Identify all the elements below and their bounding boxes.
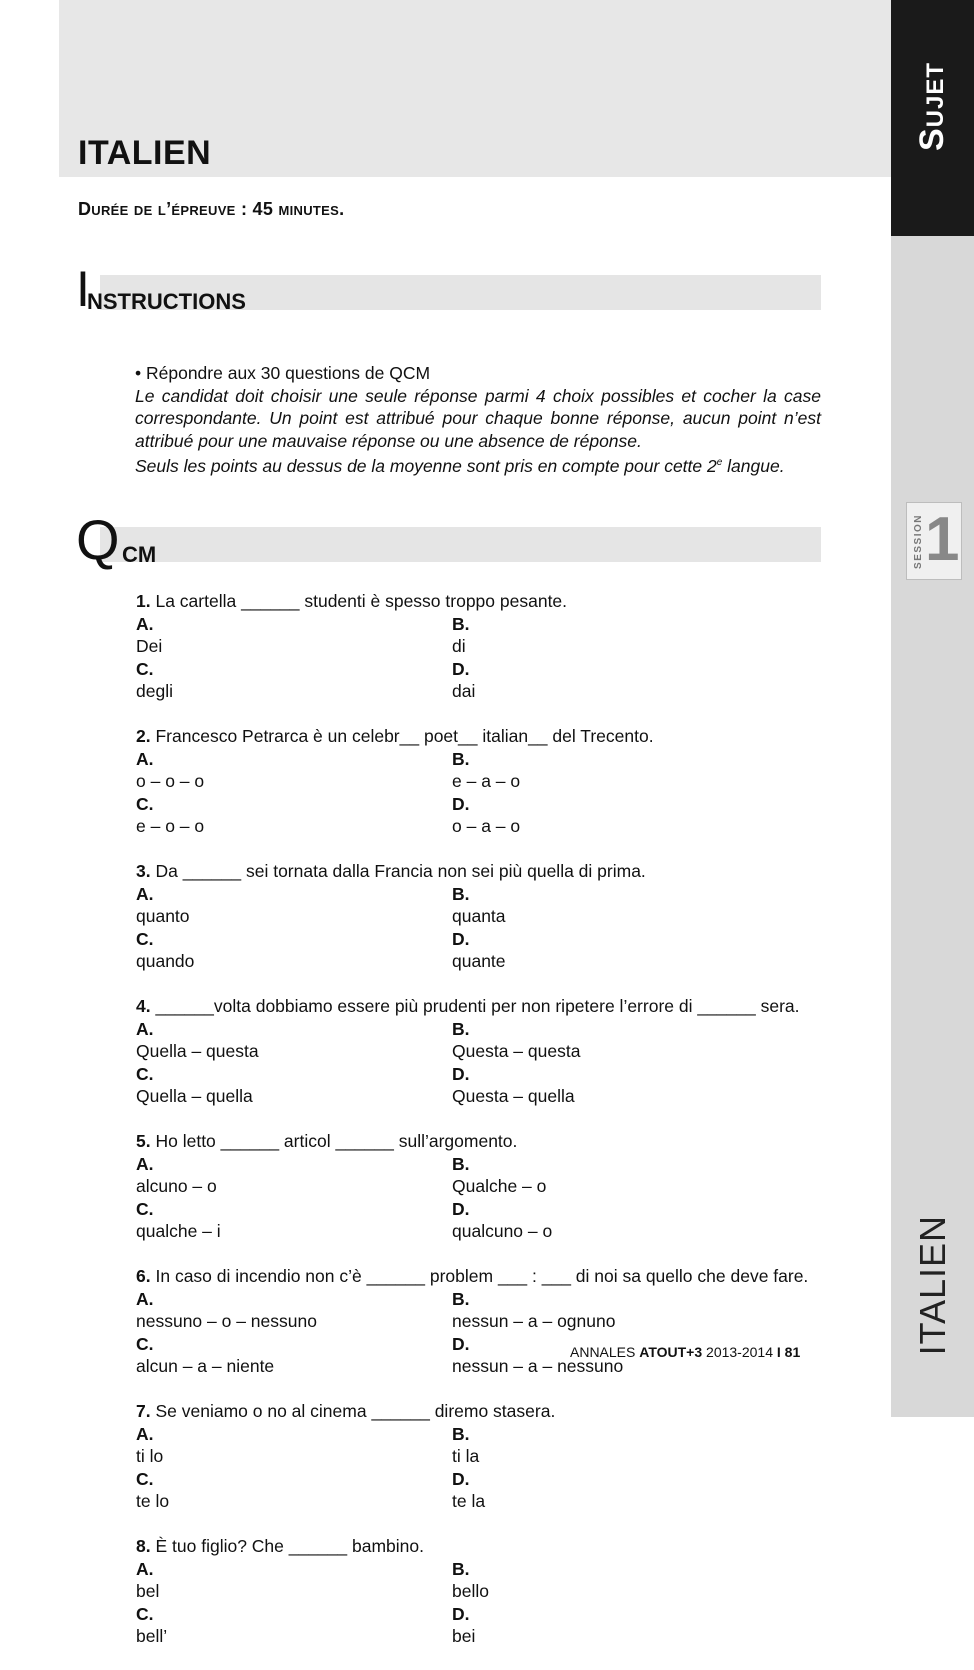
instructions-body-2	[135, 452, 821, 477]
answer-letter: C.	[136, 658, 154, 679]
question-text	[136, 1130, 821, 1153]
answer-option-a[interactable]	[136, 613, 452, 658]
answer-letter: A.	[136, 748, 154, 769]
answer-text: bell’	[136, 1626, 168, 1646]
answer-letter: C.	[136, 1603, 154, 1624]
answer-grid	[136, 1153, 821, 1243]
question	[136, 725, 821, 838]
answer-text: di	[452, 636, 466, 656]
answer-text: alcun – a – niente	[136, 1356, 275, 1376]
question-text	[136, 1400, 821, 1423]
footer-years: 2013-2014	[706, 1344, 773, 1360]
question-prompt: La cartella ______ studenti è spesso troppo pesante.	[155, 591, 568, 611]
answer-text: quanto	[136, 906, 190, 926]
answer-letter: B.	[452, 1558, 470, 1579]
answer-letter: D.	[452, 1333, 470, 1354]
answer-option-b[interactable]	[452, 883, 821, 928]
answer-option-a[interactable]	[136, 748, 452, 793]
answer-option-a[interactable]	[136, 1018, 452, 1063]
answer-letter: D.	[452, 1198, 470, 1219]
answer-text: ti lo	[136, 1446, 164, 1466]
answer-option-c[interactable]	[136, 1603, 452, 1648]
answer-letter: A.	[136, 1288, 154, 1309]
answer-option-d[interactable]	[452, 658, 821, 703]
question-text	[136, 995, 821, 1018]
question-number: 4.	[136, 996, 151, 1016]
answer-text: quante	[452, 951, 506, 971]
qcm-heading: CM	[122, 542, 157, 567]
answer-option-a[interactable]	[136, 1558, 452, 1603]
answer-letter: A.	[136, 1558, 154, 1579]
answer-option-c[interactable]	[136, 1333, 452, 1378]
footer-brand: ATOUT+3	[639, 1344, 703, 1360]
answer-option-d[interactable]	[452, 928, 821, 973]
question-text	[136, 725, 821, 748]
answer-text: te lo	[136, 1491, 170, 1511]
answer-option-b[interactable]	[452, 1288, 821, 1333]
page-number: 81	[784, 1344, 801, 1360]
answer-option-a[interactable]	[136, 883, 452, 928]
answer-grid	[136, 1288, 821, 1378]
page-footer	[570, 1344, 800, 1360]
question-text	[136, 860, 821, 883]
question	[136, 590, 821, 703]
answer-option-c[interactable]	[136, 658, 452, 703]
instructions-bullet: • Répondre aux 30 questions de QCM	[135, 363, 431, 383]
question-number: 5.	[136, 1131, 151, 1151]
answer-option-c[interactable]	[136, 1063, 452, 1108]
question-number: 8.	[136, 1536, 151, 1556]
answer-text: degli	[136, 681, 173, 701]
qcm-heading-bar	[100, 527, 821, 562]
answer-letter: C.	[136, 1468, 154, 1489]
answer-letter: C.	[136, 793, 154, 814]
answer-letter: C.	[136, 1198, 154, 1219]
instructions-body-2-end: langue.	[722, 455, 785, 476]
question-prompt: Francesco Petrarca è un celebr__ poet__ italian__ del Trecento.	[155, 726, 654, 746]
side-language: ITALIEN	[911, 1214, 953, 1356]
answer-option-b[interactable]	[452, 1423, 821, 1468]
question	[136, 1130, 821, 1243]
answer-option-a[interactable]	[136, 1288, 452, 1333]
answer-text: nessun – a – nessuno	[452, 1356, 624, 1376]
question-list	[136, 590, 821, 1670]
answer-letter: B.	[452, 1423, 470, 1444]
answer-option-d[interactable]	[452, 1468, 821, 1513]
question	[136, 1535, 821, 1648]
qcm-heading-initial: Q	[76, 508, 120, 571]
answer-option-d[interactable]	[452, 1063, 821, 1108]
answer-text: Questa – quella	[452, 1086, 575, 1106]
answer-option-c[interactable]	[136, 1468, 452, 1513]
answer-text: Qualche – o	[452, 1176, 547, 1196]
session-badge	[906, 502, 962, 580]
question	[136, 1265, 821, 1378]
answer-letter: B.	[452, 1288, 470, 1309]
answer-letter: A.	[136, 1423, 154, 1444]
answer-letter: B.	[452, 613, 470, 634]
question	[136, 995, 821, 1108]
answer-letter: B.	[452, 748, 470, 769]
instructions-body: Le candidat doit choisir une seule réponse parmi 4 choix possibles et cocher la case correspondante. Un point est attribué pour chaque bonne réponse, aucun point n’est attribué pour une mauvaise réponse ou une absence de réponse.	[135, 385, 821, 451]
question-number: 7.	[136, 1401, 151, 1421]
answer-text: dai	[452, 681, 476, 701]
answer-text: e – a – o	[452, 771, 521, 791]
answer-option-c[interactable]	[136, 793, 452, 838]
answer-text: quando	[136, 951, 195, 971]
session-label: SESSION	[912, 513, 924, 569]
answer-grid	[136, 1018, 821, 1108]
question-number: 2.	[136, 726, 151, 746]
question-prompt: Da ______ sei tornata dalla Francia non sei più quella di prima.	[155, 861, 646, 881]
answer-option-c[interactable]	[136, 1198, 452, 1243]
instructions-superscript: e	[716, 457, 723, 468]
answer-option-b[interactable]	[452, 613, 821, 658]
answer-text: o – a – o	[452, 816, 521, 836]
instructions-heading: NSTRUCTIONS	[87, 289, 246, 314]
answer-letter: A.	[136, 1018, 154, 1039]
answer-letter: B.	[452, 1018, 470, 1039]
answer-option-d[interactable]	[452, 793, 821, 838]
answer-text: e – o – o	[136, 816, 205, 836]
side-language-wrap	[891, 1200, 974, 1370]
instructions-heading-initial: I	[76, 261, 90, 317]
answer-option-a[interactable]	[136, 1423, 452, 1468]
answer-option-b[interactable]	[452, 1018, 821, 1063]
answer-grid	[136, 748, 821, 838]
answer-text: Quella – quella	[136, 1086, 253, 1106]
answer-grid	[136, 1558, 821, 1648]
answer-letter: D.	[452, 1063, 470, 1084]
session-number: 1	[925, 505, 960, 574]
answer-letter: C.	[136, 1063, 154, 1084]
answer-option-b[interactable]	[452, 1153, 821, 1198]
answer-letter: D.	[452, 658, 470, 679]
answer-grid	[136, 613, 821, 703]
answer-text: Questa – questa	[452, 1041, 581, 1061]
page-title: ITALIEN	[78, 134, 212, 172]
sujet-label: Sujet	[913, 62, 951, 152]
question-number: 1.	[136, 591, 151, 611]
instructions-block	[135, 362, 821, 477]
question-text	[136, 1265, 821, 1288]
question	[136, 860, 821, 973]
question-number: 3.	[136, 861, 151, 881]
answer-text: ti la	[452, 1446, 480, 1466]
answer-option-b[interactable]	[452, 748, 821, 793]
question-text	[136, 590, 821, 613]
exam-duration: Durée de l’épreuve : 45 minutes.	[78, 199, 345, 219]
answer-letter: C.	[136, 928, 154, 949]
answer-letter: C.	[136, 1333, 154, 1354]
question-prompt: È tuo figlio? Che ______ bambino.	[155, 1536, 425, 1556]
answer-letter: A.	[136, 613, 154, 634]
question-prompt: Ho letto ______ articol ______ sull’argomento.	[155, 1131, 518, 1151]
answer-option-d[interactable]	[452, 1198, 821, 1243]
answer-letter: A.	[136, 1153, 154, 1174]
answer-grid	[136, 1423, 821, 1513]
answer-text: bel	[136, 1581, 160, 1601]
answer-text: Quella – questa	[136, 1041, 259, 1061]
answer-option-b[interactable]	[452, 1558, 821, 1603]
answer-text: bello	[452, 1581, 489, 1601]
footer-annales: ANNALES	[570, 1344, 636, 1360]
question-number: 6.	[136, 1266, 151, 1286]
sujet-label-wrap	[891, 0, 974, 236]
footer-separator: I	[776, 1344, 781, 1360]
answer-letter: D.	[452, 793, 470, 814]
answer-text: qualcuno – o	[452, 1221, 553, 1241]
answer-text: te la	[452, 1491, 486, 1511]
answer-text: quanta	[452, 906, 506, 926]
question-prompt: Se veniamo o no al cinema ______ diremo stasera.	[155, 1401, 556, 1421]
answer-letter: B.	[452, 1153, 470, 1174]
answer-text: bei	[452, 1626, 476, 1646]
answer-text: qualche – i	[136, 1221, 221, 1241]
answer-letter: D.	[452, 1468, 470, 1489]
answer-letter: B.	[452, 883, 470, 904]
answer-letter: A.	[136, 883, 154, 904]
answer-text: nessun – a – ognuno	[452, 1311, 616, 1331]
answer-option-a[interactable]	[136, 1153, 452, 1198]
question-prompt: ______volta dobbiamo essere più prudenti per non ripetere l’errore di ______ sera.	[155, 996, 800, 1016]
answer-option-d[interactable]	[452, 1603, 821, 1648]
answer-letter: D.	[452, 928, 470, 949]
answer-text: o – o – o	[136, 771, 205, 791]
answer-text: nessuno – o – nessuno	[136, 1311, 317, 1331]
question-text	[136, 1535, 821, 1558]
answer-grid	[136, 883, 821, 973]
answer-text: Dei	[136, 636, 163, 656]
answer-option-c[interactable]	[136, 928, 452, 973]
answer-text: alcuno – o	[136, 1176, 217, 1196]
instructions-body-2-text: Seuls les points au dessus de la moyenne sont pris en compte pour cette 2	[135, 455, 717, 476]
answer-letter: D.	[452, 1603, 470, 1624]
question-prompt: In caso di incendio non c’è ______ problem ___ : ___ di noi sa quello che deve fare.	[155, 1266, 809, 1286]
